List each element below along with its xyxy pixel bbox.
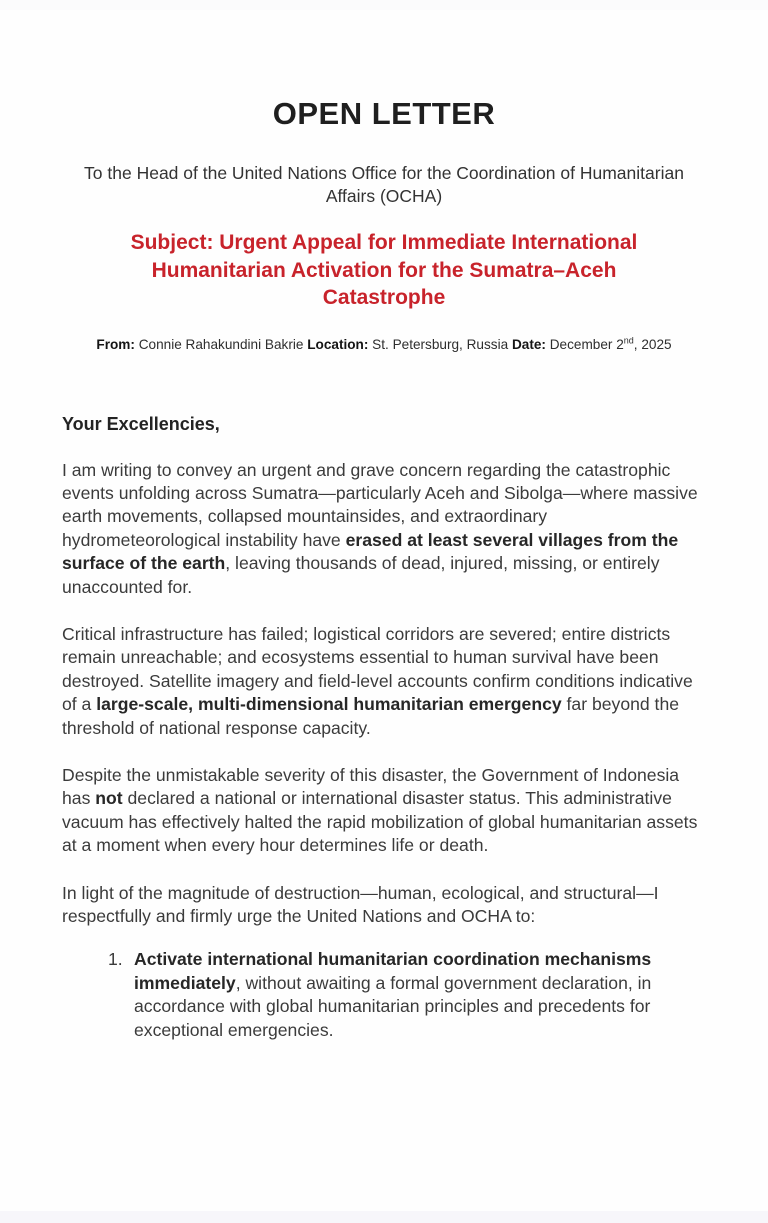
letter-title: OPEN LETTER xyxy=(272,96,496,131)
salutation: Your Excellencies, xyxy=(62,413,220,434)
list-item-number: 1. xyxy=(108,949,123,970)
recipient-line: To the Head of the United Nations Office for the Coordination of Humanitarian Affairs (OCHA) xyxy=(84,163,684,206)
page-edge-bottom xyxy=(0,1211,768,1223)
demand-list xyxy=(62,948,706,1042)
meta-line: From: Connie Rahakundini Bakrie Location: St. Petersburg, Russia Date: December 2nd, 2025 xyxy=(96,334,672,352)
list-item-activate xyxy=(108,948,706,1042)
subject-heading: Subject: Urgent Appeal for Immediate International Humanitarian Activation for the Sumatra–Aceh Catastrophe xyxy=(130,231,638,309)
paragraph-urge: In light of the magnitude of destruction—human, ecological, and structural—I respectfully and firmly urge the United Nations and OCHA to: xyxy=(62,882,659,926)
paragraph-infrastructure: Critical infrastructure has failed; logistical corridors are severed; entire districts remain unreachable; and ecosystems essential to human survival have been destroyed. Satellite imagery and field-level accounts confirm conditions indicative of a large-scale, multi-dimensional humanitarian emergency far beyond the threshold of national response capacity. xyxy=(62,623,693,738)
list-item-text: Activate international humanitarian coordination mechanisms immediately, without awaiting a formal government declaration, in accordance with global humanitarian principles and precedents for exceptional emergencies. xyxy=(134,949,652,1040)
paragraph-government: Despite the unmistakable severity of this disaster, the Government of Indonesia has not declared a national or international disaster status. This administrative vacuum has effectively halted the rapid mobilization of global humanitarian assets at a moment when every hour determines life or death. xyxy=(62,764,698,856)
page-edge-top xyxy=(0,0,768,10)
paragraph-concern: I am writing to convey an urgent and grave concern regarding the catastrophic events unfolding across Sumatra—particularly Aceh and Sibolga—where massive earth movements, collapsed mountainsides, and extraordinary hydrometeorological instability have erased at least several villages from the surface of the earth, leaving thousands of dead, injured, missing, or entirely unaccounted for. xyxy=(62,459,698,597)
